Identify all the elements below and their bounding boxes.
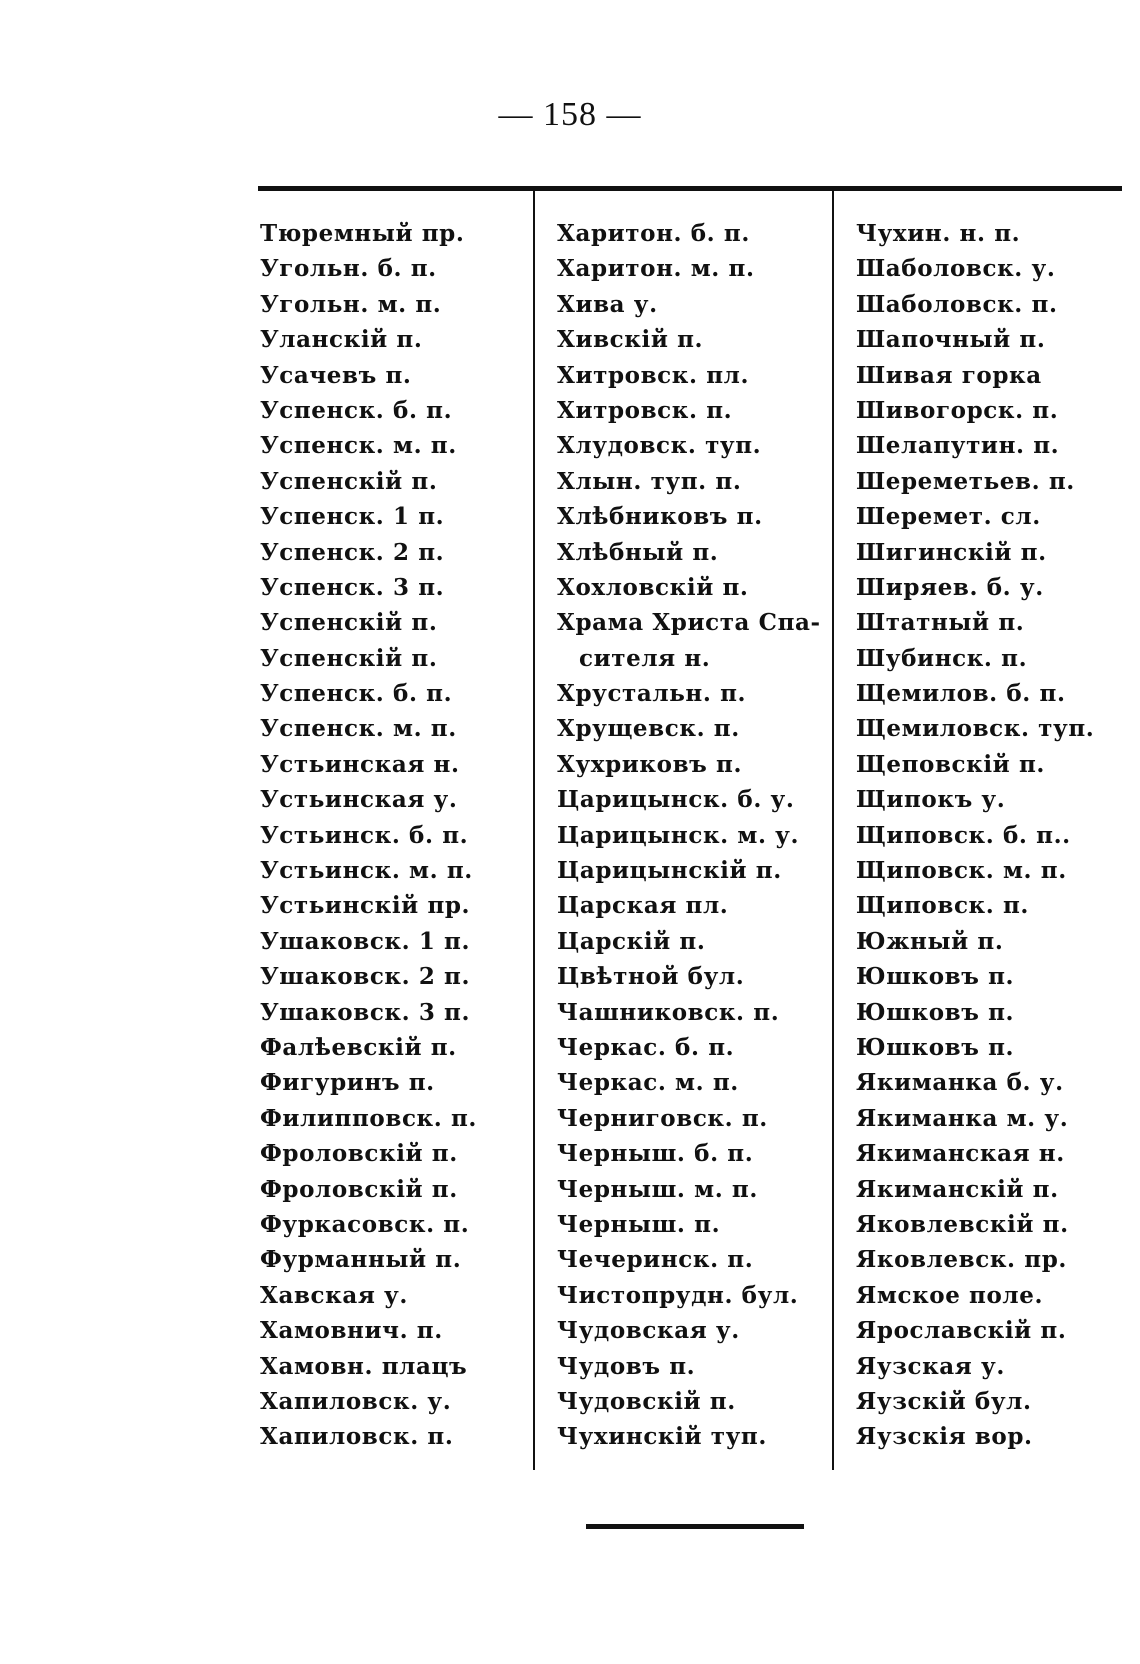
street-entry: Хавская у. — [260, 1281, 408, 1309]
street-entry: Шигинскій п. — [856, 538, 1047, 566]
street-entry: Хлудовск. туп. — [557, 432, 762, 460]
column-divider-left — [533, 190, 535, 1470]
page-number: — 158 — — [498, 96, 642, 133]
street-entry: Ушаковск. 1 п. — [260, 927, 471, 955]
bottom-rule — [586, 1524, 804, 1529]
street-entry: сителя н. — [579, 644, 711, 672]
street-entry: Фуркасовск. п. — [260, 1210, 470, 1238]
street-entry: Шереметьев. п. — [856, 467, 1075, 495]
street-entry: Угольн. м. п. — [260, 290, 442, 318]
street-entry: Хапиловск. у. — [260, 1387, 452, 1415]
street-entry: Царицынскій п. — [557, 857, 782, 885]
street-entry: Шивогорск. п. — [856, 396, 1059, 424]
street-entry: Успенск. м. п. — [260, 432, 457, 460]
street-entry: Угольн. б. п. — [260, 255, 437, 283]
street-entry: Успенскій п. — [260, 644, 438, 672]
street-entry: Чухин. н. п. — [856, 220, 1021, 247]
street-entry: Хитровск. п. — [557, 396, 733, 424]
street-entry: Царскій п. — [557, 927, 706, 955]
street-entry: Черкас. м. п. — [557, 1069, 739, 1097]
street-entry: Яузская у. — [856, 1352, 1005, 1380]
street-entry: Ушаковск. 3 п. — [260, 998, 471, 1026]
street-entry: Цвѣтной бул. — [557, 963, 745, 991]
street-entry: Яковлевскій п. — [856, 1210, 1069, 1238]
street-entry: Ушаковск. 2 п. — [260, 963, 471, 991]
street-entry: Якиманка м. у. — [856, 1104, 1069, 1132]
street-entry: Юшковъ п. — [856, 963, 1015, 991]
street-entry: Чудовскій п. — [557, 1387, 736, 1415]
street-entry: Чудовъ п. — [557, 1352, 696, 1380]
street-entry: Ямское поле. — [856, 1281, 1044, 1309]
street-entry: Ширяев. б. у. — [856, 573, 1044, 601]
street-entry: Филипповск. п. — [260, 1104, 478, 1132]
street-entry: Чистопрудн. бул. — [557, 1281, 799, 1309]
street-entry: Шивая горка — [856, 361, 1042, 389]
street-entry: Чудовская у. — [557, 1317, 740, 1345]
street-entry: Хлѣбный п. — [557, 538, 719, 566]
street-entry: Харитон. м. п. — [557, 255, 755, 283]
street-entry: Устьинск. м. п. — [260, 857, 473, 885]
street-entry: Черныш. б. п. — [557, 1140, 754, 1168]
street-entry: Яузскій бул. — [856, 1387, 1032, 1415]
street-entry: Царицынск. б. у. — [557, 786, 795, 814]
street-entry: Якиманская н. — [856, 1140, 1065, 1168]
street-entry: Хапиловск. п. — [260, 1423, 454, 1451]
street-entry: Черкас. б. п. — [557, 1033, 735, 1061]
street-entry: Храма Христа Спа- — [557, 609, 821, 637]
street-entry: Чухинскій туп. — [557, 1423, 767, 1451]
street-entry: Хамовнич. п. — [260, 1317, 443, 1345]
street-entry: Якиманскій п. — [856, 1175, 1059, 1203]
street-entry: Устьинская у. — [260, 786, 458, 814]
street-entry: Хухриковъ п. — [557, 750, 743, 778]
street-entry: Успенск. 1 п. — [260, 503, 445, 531]
street-entry: Успенск. м. п. — [260, 715, 457, 743]
street-entry: Успенскій п. — [260, 609, 438, 637]
street-entry: Уланскій п. — [260, 326, 423, 354]
street-entry: Черныш. м. п. — [557, 1175, 758, 1203]
street-entry: Щипокъ у. — [856, 786, 1006, 814]
street-entry: Яузскія вор. — [856, 1423, 1033, 1451]
street-entry: Юшковъ п. — [856, 998, 1015, 1026]
street-entry: Чечеринск. п. — [557, 1246, 754, 1274]
street-entry: Хрущевск. п. — [557, 715, 740, 743]
street-entry: Фалѣевскій п. — [260, 1033, 457, 1061]
street-entry: Успенскій п. — [260, 467, 438, 495]
street-entry: Хамовн. плацъ — [260, 1352, 468, 1380]
street-entry: Хивскій п. — [557, 326, 704, 354]
street-entry: Фигуринъ п. — [260, 1069, 435, 1097]
street-entry: Щемилов. б. п. — [856, 680, 1066, 708]
street-entry: Царская пл. — [557, 892, 729, 920]
street-entry: Шубинск. п. — [856, 644, 1028, 672]
street-entry: Успенск. 2 п. — [260, 538, 445, 566]
street-entry: Шаболовск. п. — [856, 290, 1058, 318]
street-entry: Шапочный п. — [856, 326, 1046, 354]
street-entry: Хитровск. пл. — [557, 361, 750, 389]
street-entry: Черныш. п. — [557, 1210, 721, 1238]
street-entry: Юшковъ п. — [856, 1033, 1015, 1061]
street-entry: Тюремный пр. — [260, 220, 465, 247]
street-entry: Щемиловск. туп. — [856, 715, 1095, 743]
street-entry: Фроловскій п. — [260, 1175, 458, 1203]
street-entry: Штатный п. — [856, 609, 1025, 637]
street-entry: Шелапутин. п. — [856, 432, 1060, 460]
street-entry: Царицынск. м. у. — [557, 821, 800, 849]
street-column-1 — [260, 216, 525, 1455]
street-column-3 — [856, 216, 1126, 1455]
street-entry: Харитон. б. п. — [557, 220, 750, 247]
street-entry: Фроловскій п. — [260, 1140, 458, 1168]
street-entry: Хохловскій п. — [557, 573, 749, 601]
street-entry: Успенск. 3 п. — [260, 573, 445, 601]
street-entry: Успенск. б. п. — [260, 396, 453, 424]
street-entry: Успенск. б. п. — [260, 680, 453, 708]
street-entry: Фурманный п. — [260, 1246, 462, 1274]
street-entry: Шаболовск. у. — [856, 255, 1056, 283]
street-entry: Хлын. туп. п. — [557, 467, 742, 495]
street-entry: Шеремет. сл. — [856, 503, 1041, 531]
street-entry: Якиманка б. у. — [856, 1069, 1064, 1097]
street-entry: Щиповск. п. — [856, 892, 1030, 920]
street-entry: Южный п. — [856, 927, 1004, 955]
street-column-2 — [557, 216, 829, 1455]
street-entry: Хива у. — [557, 290, 658, 318]
street-entry: Черниговск. п. — [557, 1104, 768, 1132]
street-entry: Усачевъ п. — [260, 361, 412, 389]
column-divider-right — [832, 190, 834, 1470]
street-entry: Устьинск. б. п. — [260, 821, 469, 849]
street-entry: Устьинская н. — [260, 750, 460, 778]
street-entry: Чашниковск. п. — [557, 998, 780, 1026]
street-entry: Щеповскій п. — [856, 750, 1045, 778]
street-entry: Хрустальн. п. — [557, 680, 747, 708]
street-entry: Щиповск. м. п. — [856, 857, 1067, 885]
street-entry: Ярославскій п. — [856, 1317, 1067, 1345]
top-rule — [258, 186, 1122, 191]
street-entry: Яковлевск. пр. — [856, 1246, 1067, 1274]
street-entry: Щиповск. б. п.. — [856, 821, 1071, 849]
street-entry: Устьинскій пр. — [260, 892, 471, 920]
street-entry: Хлѣбниковъ п. — [557, 503, 763, 531]
